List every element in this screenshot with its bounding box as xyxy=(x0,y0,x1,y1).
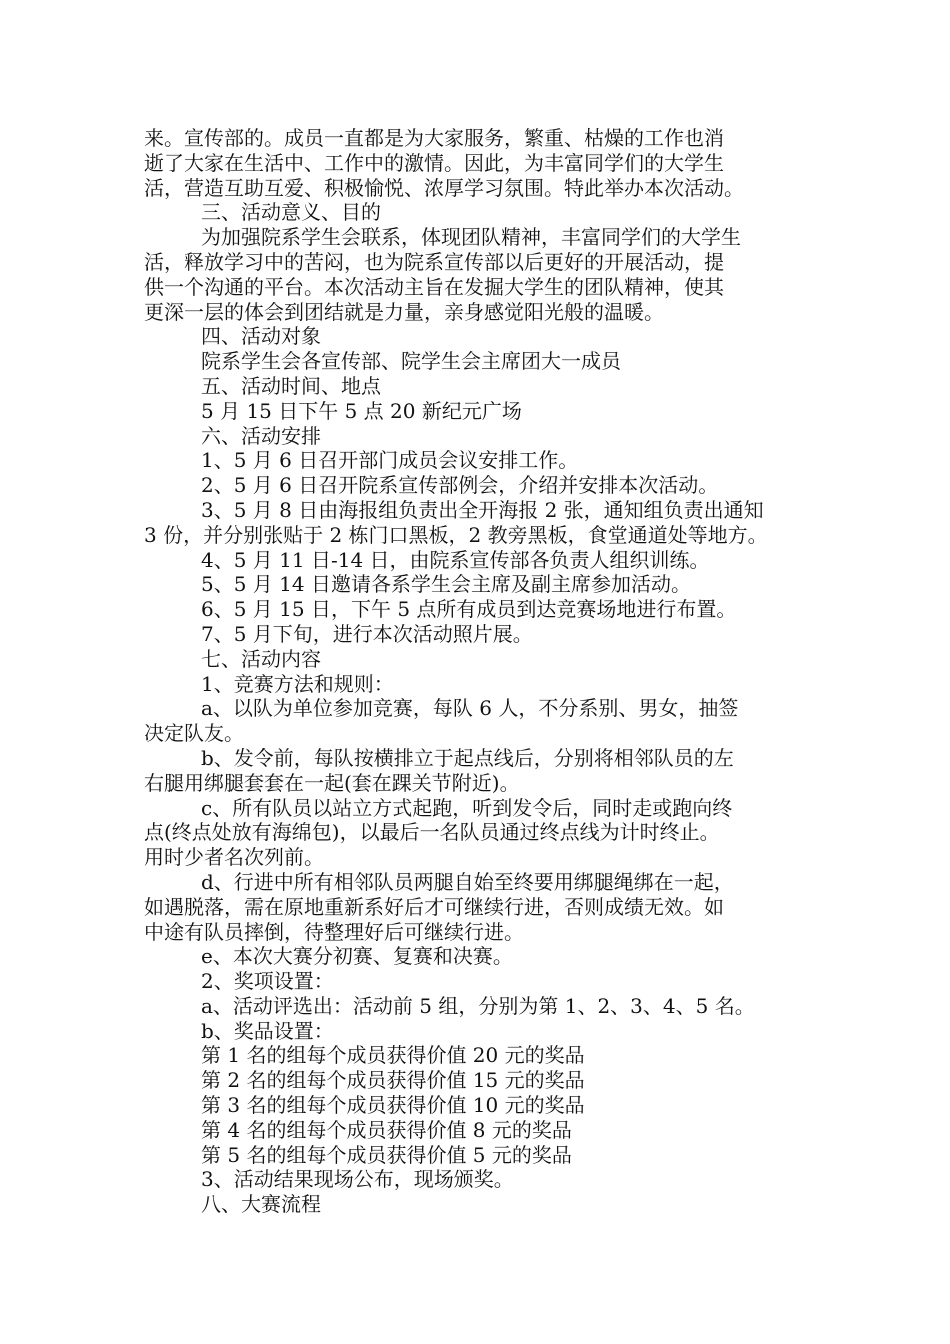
text-line: b、奖品设置： xyxy=(201,1018,334,1043)
text-line: 第 1 名的组每个成员获得价值 20 元的奖品 xyxy=(201,1043,585,1068)
text-line: 中途有队员摔倒，待整理好后可继续行进。 xyxy=(144,919,524,944)
text-line: 7、5 月下旬，进行本次活动照片展。 xyxy=(201,621,533,646)
text-line: 第 4 名的组每个成员获得价值 8 元的奖品 xyxy=(201,1117,572,1142)
text-line: 3、活动结果现场公布，现场颁奖。 xyxy=(201,1167,514,1192)
text-line: 院系学生会各宣传部、院学生会主席团大一成员 xyxy=(201,349,621,374)
text-line: a、活动评选出：活动前 5 组，分别为第 1、2、3、4、5 名。 xyxy=(201,993,755,1018)
text-line: 用时少者名次列前。 xyxy=(144,845,324,870)
text-line: 八、大赛流程 xyxy=(201,1192,321,1217)
text-line: 3、5 月 8 日由海报组负责出全开海报 2 张，通知组负责出通知 xyxy=(201,497,764,522)
text-line: 5 月 15 日下午 5 点 20 新纪元广场 xyxy=(201,398,522,423)
document-body xyxy=(144,126,812,1217)
text-line: b、发令前，每队按横排立于起点线后，分别将相邻队员的左 xyxy=(201,745,734,770)
text-line: 活，释放学习中的苦闷，也为院系宣传部以后更好的开展活动，提 xyxy=(144,249,724,274)
text-line: 更深一层的体会到团结就是力量，亲身感觉阳光般的温暖。 xyxy=(144,299,664,324)
text-line: 七、活动内容 xyxy=(201,646,321,671)
text-line: 来。宣传部的。成员一直都是为大家服务，繁重、枯燥的工作也消 xyxy=(144,126,724,150)
text-line: 2、5 月 6 日召开院系宣传部例会，介绍并安排本次活动。 xyxy=(201,473,719,498)
text-line: 3 份，并分别张贴于 2 栋门口黑板，2 教旁黑板，食堂通道处等地方。 xyxy=(144,522,768,547)
text-line: 第 5 名的组每个成员获得价值 5 元的奖品 xyxy=(201,1142,572,1167)
text-line: 4、5 月 11 日-14 日，由院系宣传部各负责人组织训练。 xyxy=(201,547,710,572)
text-line: 第 2 名的组每个成员获得价值 15 元的奖品 xyxy=(201,1068,585,1093)
text-line: 三、活动意义、目的 xyxy=(201,200,381,225)
text-line: 如遇脱落，需在原地重新系好后才可继续行进，否则成绩无效。如 xyxy=(144,894,724,919)
text-line: 决定队友。 xyxy=(144,721,244,746)
text-line: c、所有队员以站立方式起跑，听到发令后，同时走或跑向终 xyxy=(201,795,733,820)
text-line: 5、5 月 14 日邀请各系学生会主席及副主席参加活动。 xyxy=(201,572,691,597)
text-line: 右腿用绑腿套套在一起(套在踝关节附近)。 xyxy=(144,770,520,795)
text-line: 供一个沟通的平台。本次活动主旨在发掘大学生的团队精神，使其 xyxy=(144,274,724,299)
text-line: 五、活动时间、地点 xyxy=(201,373,381,398)
text-line: 2、奖项设置： xyxy=(201,969,334,994)
text-line: a、以队为单位参加竞赛，每队 6 人，不分系别、男女，抽签 xyxy=(201,696,739,721)
text-line: 活，营造互助互爱、积极愉悦、浓厚学习氛围。特此举办本次活动。 xyxy=(144,175,744,200)
text-line: 1、竞赛方法和规则： xyxy=(201,671,394,696)
text-line: 六、活动安排 xyxy=(201,423,321,448)
text-line: d、行进中所有相邻队员两腿自始至终要用绑腿绳绑在一起， xyxy=(201,869,734,894)
text-line: e、本次大赛分初赛、复赛和决赛。 xyxy=(201,944,513,969)
text-line: 四、活动对象 xyxy=(201,324,321,349)
text-line: 第 3 名的组每个成员获得价值 10 元的奖品 xyxy=(201,1093,585,1118)
text-line: 1、5 月 6 日召开部门成员会议安排工作。 xyxy=(201,448,579,473)
text-line: 逝了大家在生活中、工作中的激情。因此，为丰富同学们的大学生 xyxy=(144,150,724,175)
text-line: 6、5 月 15 日，下午 5 点所有成员到达竞赛场地进行布置。 xyxy=(201,597,737,622)
text-line: 为加强院系学生会联系，体现团队精神，丰富同学们的大学生 xyxy=(201,225,741,250)
text-line: 点(终点处放有海绵包)，以最后一名队员通过终点线为计时终止。 xyxy=(144,820,720,845)
